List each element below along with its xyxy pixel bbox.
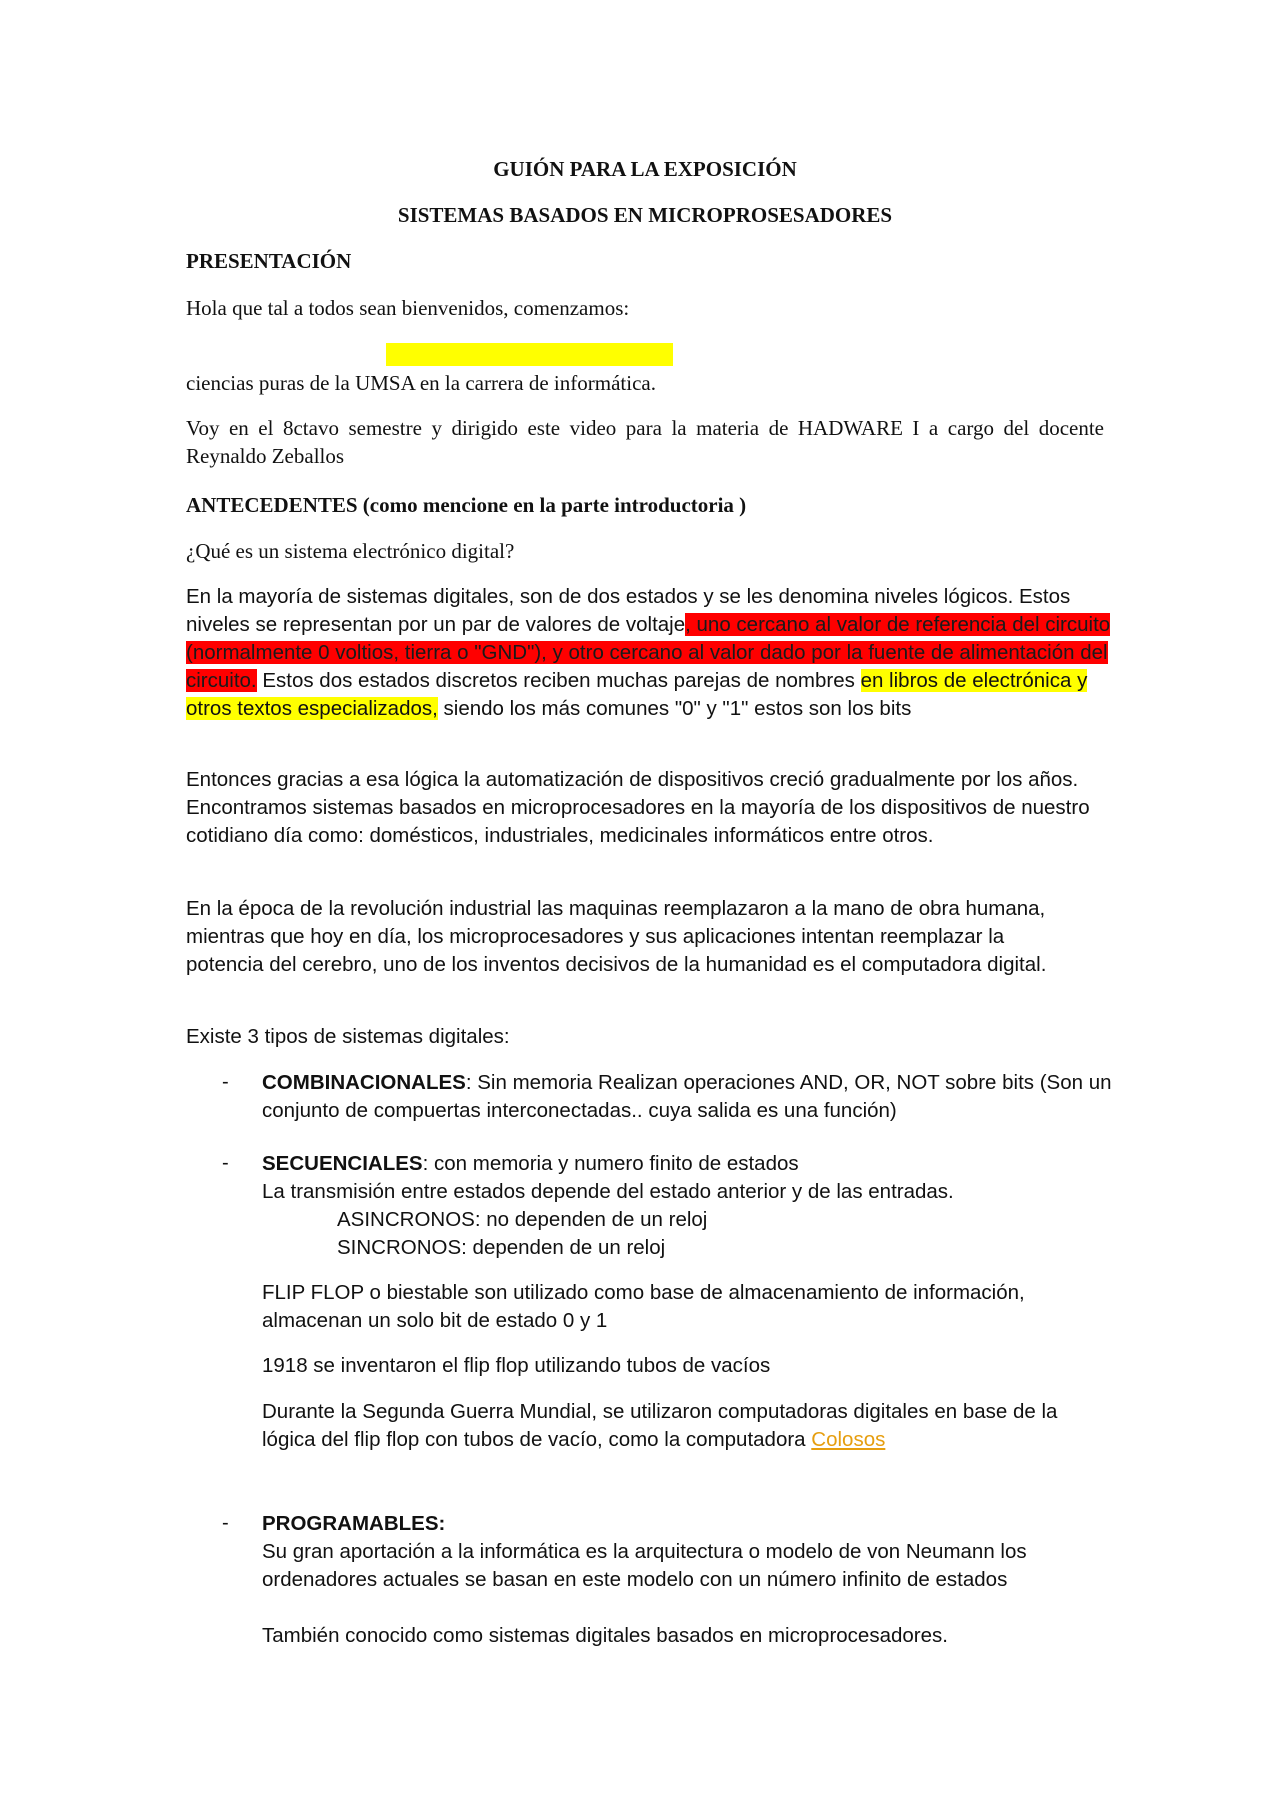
combinacionales-text: : Sin memoria Realizan operaciones AND, OR, NOT sobre bits (Son un conjunto de compuertas interconectadas.. cuya salida es una función) (262, 1071, 1112, 1122)
programables-text: Su gran aportación a la informática es la arquitectura o modelo de von Neumann los ordenadores actuales se basan en este modelo con un número infinito de estados (262, 1540, 1027, 1591)
paragraph-tipos: Existe 3 tipos de sistemas digitales: (186, 1025, 510, 1048)
secuenciales-text: : con memoria y numero finito de estados (422, 1152, 799, 1175)
secuenciales-title: SECUENCIALES (262, 1152, 423, 1175)
ww2-sentence: Durante la Segunda Guerra Mundial, se utilizaron computadoras digitales en base de la lógica del flip flop con tubos de vacío, como la computadora (262, 1400, 1058, 1451)
list-item-programables (262, 1510, 1112, 1538)
p1-text-a: En la mayoría de sistemas digitales, son de dos estados y se les denomina niveles lógicos. Estos niveles se representan por un par de valores de voltaje (186, 585, 1071, 636)
colosos-link[interactable]: Colosos (811, 1428, 886, 1451)
p1-text-b: Estos dos estados discretos reciben muchas parejas de nombres (256, 669, 861, 692)
p1-text-c: siendo los más comunes "0" y "1" estos son los bits (437, 697, 912, 720)
question-text: ¿Qué es un sistema electrónico digital? (186, 539, 515, 563)
combinacionales-title: COMBINACIONALES (262, 1071, 466, 1094)
p1-yellow-highlight: en libros de electrónica y otros textos especializados, (186, 669, 1088, 720)
list-dash-3: - (222, 1512, 229, 1534)
heading-antecedentes: ANTECEDENTES (como mencione en la parte introductoria ) (186, 493, 747, 517)
list-item-combinacionales (262, 1069, 1112, 1125)
semester-text: Voy en el 8ctavo semestre y dirigido este video para la materia de HADWARE I a cargo del docente Reynaldo Zeballos (186, 416, 1104, 468)
programables-line-2: También conocido como sistemas digitales basados en microprocesadores. (262, 1624, 948, 1647)
title-line-2: SISTEMAS BASADOS EN MICROPROSESADORES (397, 203, 893, 227)
list-dash-1: - (222, 1071, 229, 1093)
asincronos-text: ASINCRONOS: no dependen de un reloj (337, 1208, 708, 1231)
ww2-text (262, 1398, 1092, 1454)
programables-title: PROGRAMABLES: (262, 1512, 446, 1535)
year-1918-text: 1918 se inventaron el flip flop utilizando tubos de vacíos (262, 1354, 771, 1377)
umsa-text: ciencias puras de la UMSA en la carrera de informática. (186, 371, 656, 395)
sincronos-text: SINCRONOS: dependen de un reloj (337, 1236, 666, 1259)
greeting-text: Hola que tal a todos sean bienvenidos, comenzamos: (186, 296, 630, 320)
list-dash-2: - (222, 1152, 229, 1174)
flipflop-text: FLIP FLOP o biestable son utilizado como base de almacenamiento de información, almacenan un solo bit de estado 0 y 1 (262, 1281, 1025, 1332)
list-item-secuenciales (262, 1150, 1112, 1178)
p1-red-highlight-1: , uno cercano al valor de referencia del circuito (normalmente 0 voltios, tierra o "GND"), (186, 613, 1111, 664)
title-line-1: GUIÓN PARA LA EXPOSICIÓN (493, 157, 797, 181)
paragraph-automatizacion: Entonces gracias a esa lógica la automatización de dispositivos creció gradualmente por los años. Encontramos sistemas basados en microprocesadores en la mayoría de los dispositivos de nuestro cotidiano día como: domésticos, industriales, medicinales informáticos entre otros. (186, 768, 1090, 847)
secuenciales-line-2: La transmisión entre estados depende del estado anterior y de las entradas. (262, 1180, 954, 1203)
p1-red-highlight-2: y otro cercano al valor dado por la fuente de alimentación del circuito. (186, 641, 1108, 692)
paragraph-niveles-logicos (186, 583, 1116, 723)
heading-presentacion: PRESENTACIÓN (186, 249, 352, 273)
paragraph-revolucion: En la época de la revolución industrial las maquinas reemplazaron a la mano de obra humana, mientras que hoy en día, los microprocesadores y sus aplicaciones intentan reemplazar la potencia del cerebro, uno de los inventos decisivos de la humanidad es el computadora digital. (186, 897, 1047, 976)
yellow-highlight-redaction (386, 343, 673, 366)
